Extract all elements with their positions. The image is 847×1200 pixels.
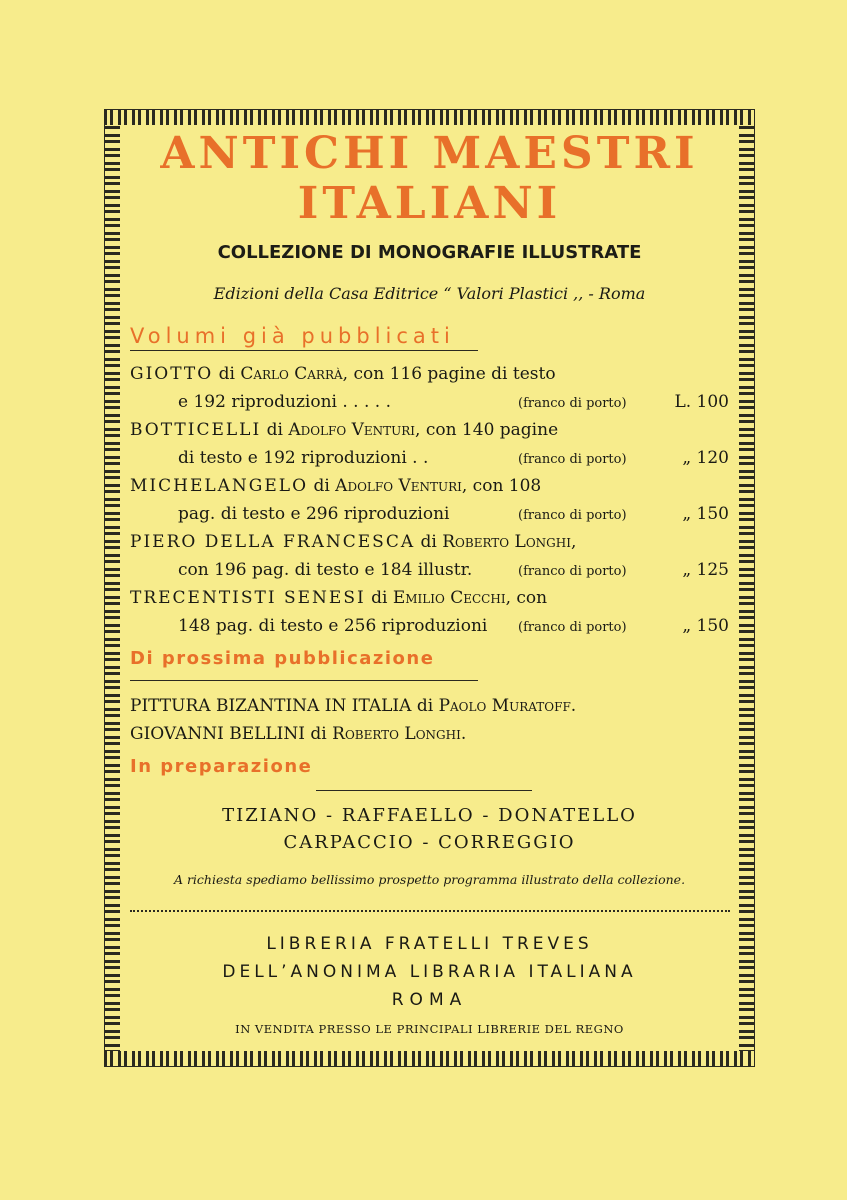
item-detail: , xyxy=(570,532,577,552)
porto-note: (franco di porto) xyxy=(518,508,627,523)
di-label: di xyxy=(420,532,437,552)
porto-note: (franco di porto) xyxy=(518,396,627,411)
porto-note: (franco di porto) xyxy=(518,452,627,467)
price: „ 120 xyxy=(682,448,729,468)
author-name: Paolo Muratoff xyxy=(438,696,571,716)
list-item-line2 xyxy=(178,392,391,412)
price: „ 125 xyxy=(682,560,729,580)
preparation-line-1: TIZIANO - RAFFAELLO - DONATELLO xyxy=(222,805,637,826)
title-line-2: ITALIANI xyxy=(297,178,562,229)
artist-name: BOTTICELLI xyxy=(130,420,262,440)
title-line-1: ANTICHI MAESTRI xyxy=(160,128,699,179)
section-rule xyxy=(130,680,478,681)
upcoming-title: GIOVANNI BELLINI xyxy=(130,724,305,744)
item-detail: e 192 riproduzioni . . . . . xyxy=(178,392,392,412)
upcoming-title: PITTURA BIZANTINA IN ITALIA xyxy=(130,696,412,716)
price: „ 150 xyxy=(682,504,729,524)
author-name: Adolfo Venturi xyxy=(335,476,462,496)
di-label: di xyxy=(266,420,283,440)
di-label: di xyxy=(218,364,235,384)
artist-name: MICHELANGELO xyxy=(130,476,309,496)
list-item xyxy=(130,420,558,440)
list-item xyxy=(130,364,556,384)
preparation-line-2: CARPACCIO - CORREGGIO xyxy=(283,832,576,853)
list-item xyxy=(130,724,466,744)
porto-note: (franco di porto) xyxy=(518,564,627,579)
item-detail: , con 116 pagine di testo xyxy=(342,364,556,384)
di-label: di xyxy=(310,724,327,744)
dotted-divider xyxy=(130,910,730,912)
artist-name: GIOTTO xyxy=(130,364,214,384)
author-name: Adolfo Venturi xyxy=(288,420,416,440)
item-detail: pag. di testo e 296 riproduzioni xyxy=(178,504,450,524)
item-detail: , con xyxy=(505,588,548,608)
edition-line: Edizioni della Casa Editrice “ Valori Plastici ,, - Roma xyxy=(213,284,646,303)
item-end: . xyxy=(460,724,467,744)
item-detail: di testo e 192 riproduzioni . . xyxy=(178,448,429,468)
item-detail: , con 140 pagine xyxy=(415,420,559,440)
porto-note: (franco di porto) xyxy=(518,620,627,635)
section-heading-upcoming: Di prossima pubblicazione xyxy=(130,648,435,669)
item-end: . xyxy=(570,696,577,716)
artist-name: PIERO DELLA FRANCESCA xyxy=(130,532,416,552)
section-rule xyxy=(130,350,478,351)
list-item xyxy=(130,476,541,496)
publisher-line-1: LIBRERIA FRATELLI TREVES xyxy=(266,934,593,954)
item-detail: 148 pag. di testo e 256 riproduzioni xyxy=(178,616,488,636)
subtitle: COLLEZIONE DI MONOGRAFIE ILLUSTRATE xyxy=(217,242,642,263)
publisher-line-2: DELL’ANONIMA LIBRARIA ITALIANA xyxy=(222,962,637,982)
author-name: Roberto Longhi xyxy=(442,532,571,552)
collection-note: A richiesta spediamo bellissimo prospetto programma illustrato della collezione. xyxy=(173,872,686,887)
list-item-line2 xyxy=(178,560,472,580)
list-item-line2 xyxy=(178,504,450,524)
author-name: Carlo Carrà xyxy=(240,364,343,384)
artist-name: TRECENTISTI SENESI xyxy=(130,588,366,608)
publisher-city: ROMA xyxy=(391,990,468,1010)
section-heading-preparation: In preparazione xyxy=(130,756,313,777)
price: „ 150 xyxy=(682,616,729,636)
list-item xyxy=(130,532,576,552)
di-label: di xyxy=(416,696,434,716)
list-item-line2 xyxy=(178,616,487,636)
item-detail: con 196 pag. di testo e 184 illustr. xyxy=(178,560,473,580)
price: L. 100 xyxy=(674,392,729,412)
section-heading-published: Volumi già pubblicati xyxy=(130,324,455,348)
list-item-line2 xyxy=(178,448,428,468)
sale-notice: IN VENDITA PRESSO LE PRINCIPALI LIBRERIE DEL REGNO xyxy=(235,1022,624,1036)
item-detail: , con 108 xyxy=(461,476,542,496)
di-label: di xyxy=(371,588,388,608)
author-name: Roberto Longhi xyxy=(332,724,461,744)
author-name: Emilio Cecchi xyxy=(392,588,506,608)
section-rule xyxy=(316,790,532,791)
di-label: di xyxy=(313,476,330,496)
list-item xyxy=(130,696,576,716)
list-item xyxy=(130,588,547,608)
